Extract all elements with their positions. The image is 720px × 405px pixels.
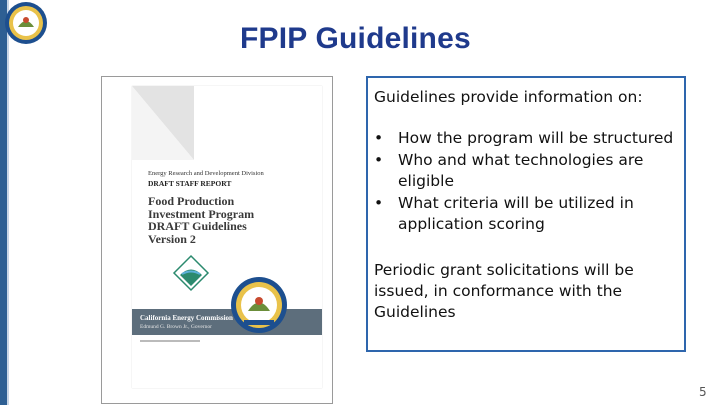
report-cover-page	[132, 86, 322, 388]
bullet-text: What criteria will be utilized in application scoring	[398, 193, 634, 233]
bullet-text: How the program will be structured	[398, 129, 674, 147]
bullet-icon: •	[374, 150, 384, 169]
cover-heading	[148, 195, 254, 245]
cover-footer-title: California Energy Commission	[140, 314, 233, 322]
left-accent-bar	[0, 0, 7, 405]
energy-commission-seal-icon	[230, 276, 288, 334]
info-intro: Guidelines provide information on:	[374, 88, 643, 106]
bullet-text: Who and what technologies are eligible	[398, 150, 644, 190]
list-item	[374, 128, 684, 150]
cover-division: Energy Research and Development Division	[148, 170, 264, 177]
cover-heading-line: Food Production	[148, 194, 235, 208]
cover-report-type: DRAFT STAFF REPORT	[148, 179, 232, 188]
list-item	[374, 193, 684, 236]
cover-footer	[132, 309, 322, 335]
info-outro: Periodic grant solicitations will be issued, in conformance with the Guidelines	[374, 261, 634, 321]
bullet-icon: •	[374, 193, 384, 212]
left-accent-stripe	[7, 0, 9, 405]
cover-footnote	[140, 339, 200, 344]
bullet-icon: •	[374, 129, 384, 147]
cover-heading-line: Investment Program	[148, 206, 255, 221]
page-number: 5	[699, 385, 707, 399]
report-cover-image	[101, 76, 333, 404]
cover-heading-line: DRAFT Guidelines	[148, 219, 247, 233]
energy-commission-seal-icon	[4, 1, 48, 45]
guidelines-bullet-list	[374, 128, 684, 236]
cover-footer-subtitle: Edmund G. Brown Jr., Governor	[140, 324, 212, 330]
program-logo-icon	[172, 254, 210, 292]
cover-heading-line: Version 2	[148, 231, 196, 246]
guidelines-info-box	[366, 76, 686, 352]
list-item	[374, 150, 684, 193]
page-title: FPIP Guidelines	[240, 22, 471, 55]
